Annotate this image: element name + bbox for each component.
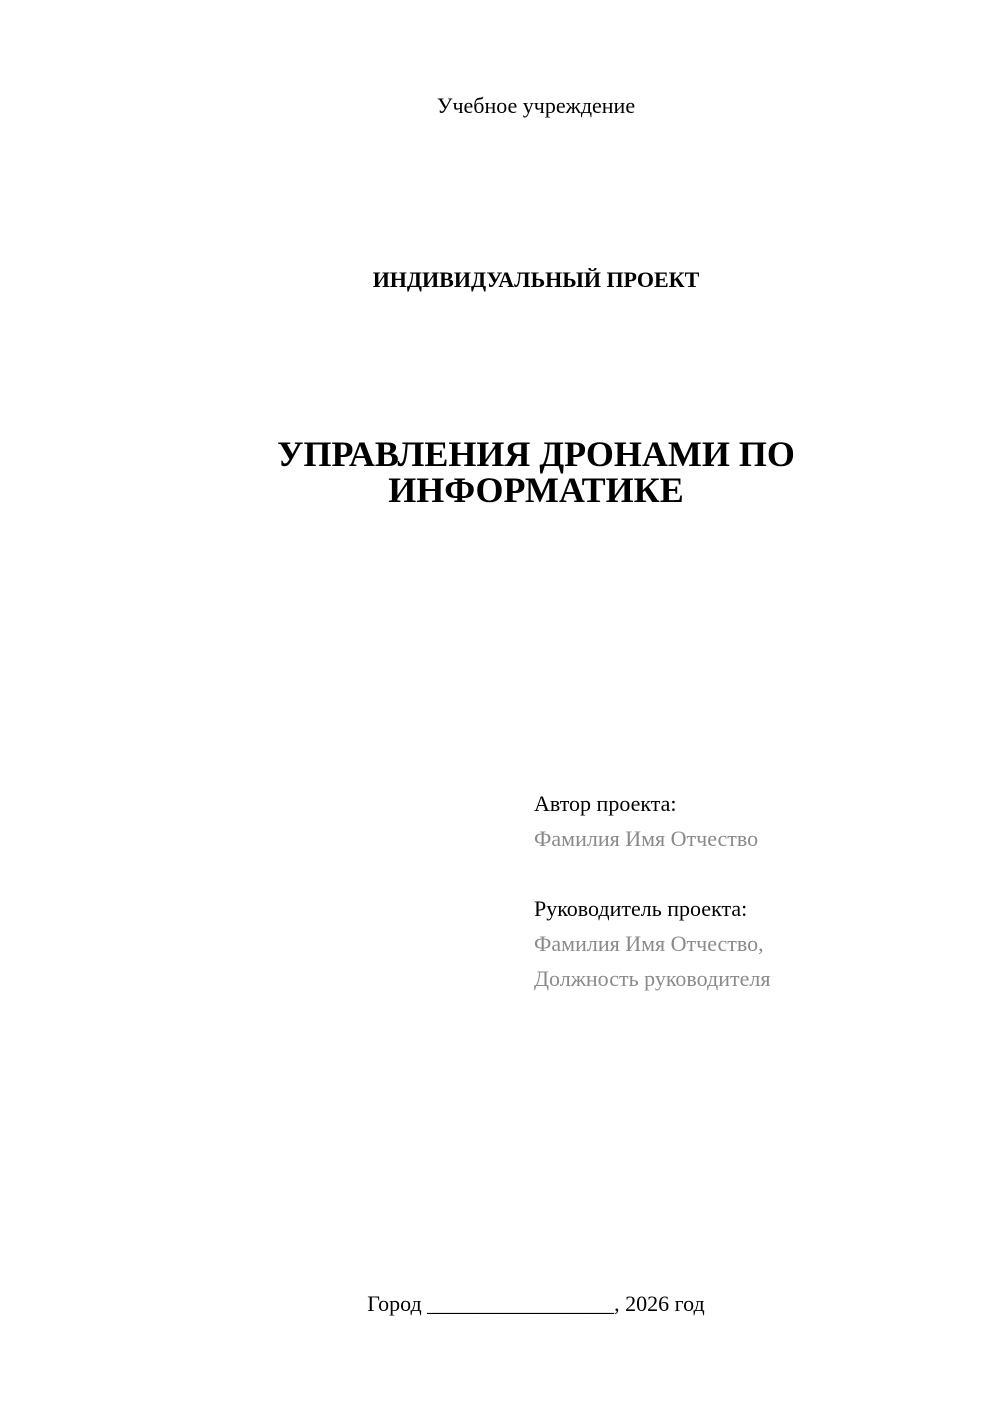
author-label: Автор проекта: bbox=[534, 791, 677, 816]
document-type: ИНДИВИДУАЛЬНЫЙ ПРОЕКТ bbox=[372, 267, 700, 292]
city-year-line: Город _________________, 2026 год bbox=[367, 1291, 705, 1316]
supervisor-position: Должность руководителя bbox=[534, 966, 771, 991]
institution-name: Учебное учреждение bbox=[436, 93, 636, 118]
info-spacer bbox=[534, 856, 974, 891]
supervisor-label: Руководитель проекта: bbox=[534, 896, 748, 921]
document-title bbox=[0, 436, 1000, 508]
document-title-line-1: УПРАВЛЕНИЯ ДРОНАМИ ПО bbox=[277, 434, 795, 474]
author-name: Фамилия Имя Отчество bbox=[534, 826, 759, 851]
project-info-block bbox=[534, 786, 974, 996]
supervisor-name: Фамилия Имя Отчество, bbox=[534, 931, 764, 956]
document-title-line-2: ИНФОРМАТИКЕ bbox=[388, 470, 684, 510]
